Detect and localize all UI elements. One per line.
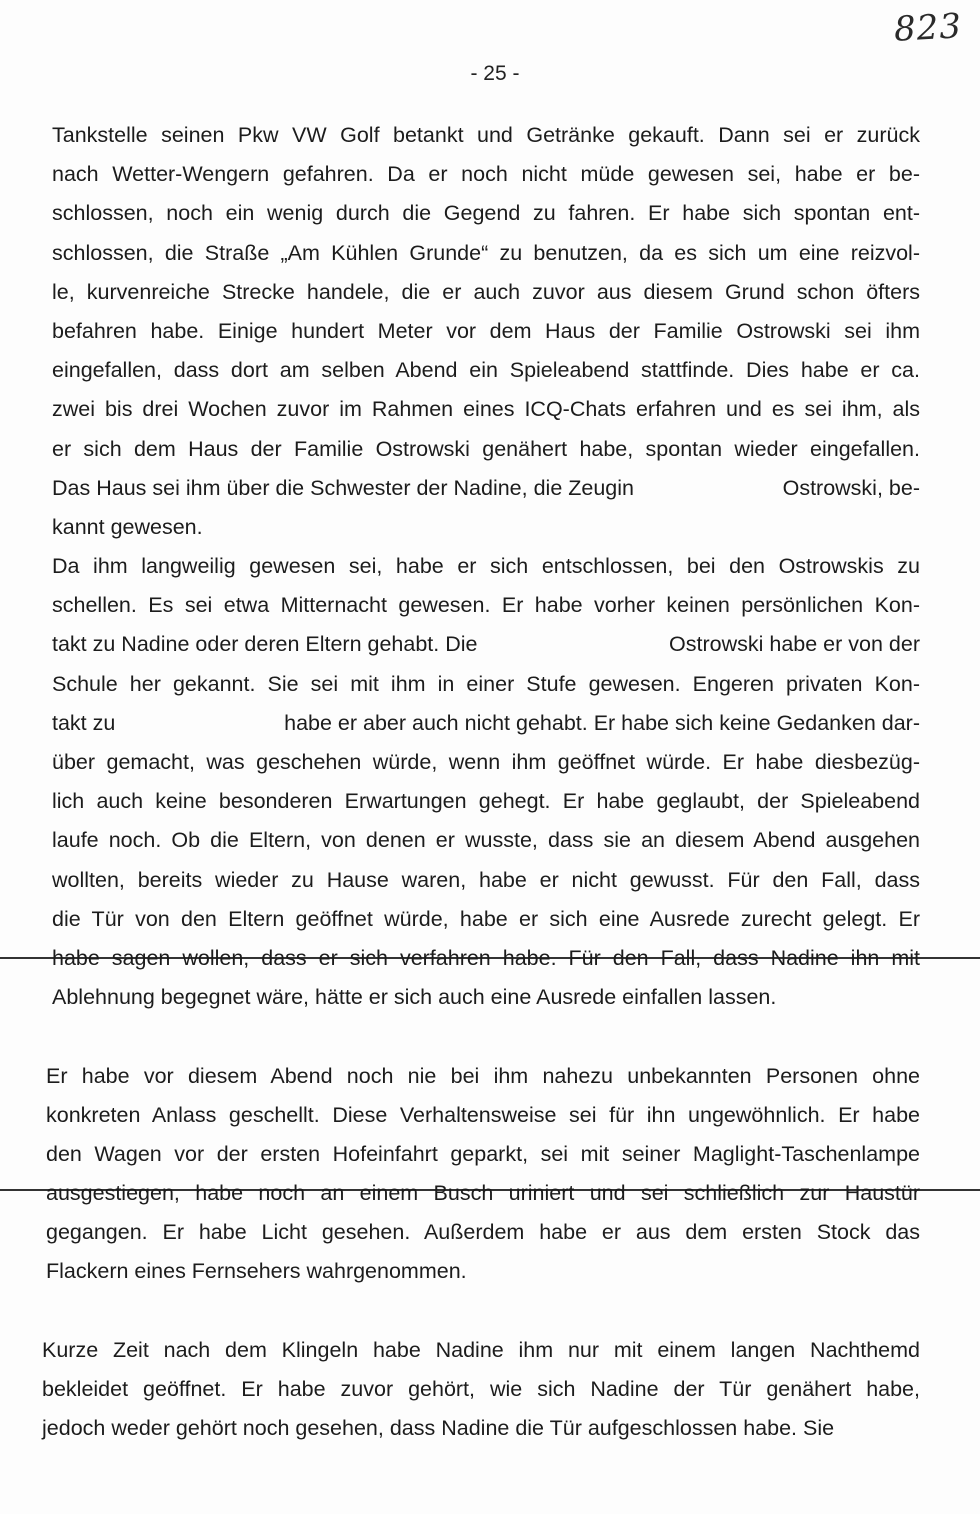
paragraph-gap	[50, 1017, 920, 1056]
document-body	[42, 116, 920, 1448]
redacted-gap	[658, 469, 758, 508]
text-segment: Ostrowski habe er von der	[669, 632, 920, 657]
text-line: Er habe vor diesem Abend noch nie bei ihm nahezu unbekannten Personen ohne	[46, 1063, 920, 1088]
text-line: Da ihm langweilig gewesen sei, habe er sich entschlossen, bei den Ostrowskis zu	[52, 554, 920, 579]
text-segment: Ostrowski, be-	[782, 475, 920, 500]
text-line: befahren habe. Einige hundert Meter vor dem Haus der Familie Ostrowski sei ihm	[52, 318, 920, 343]
text-line: den Wagen vor der ersten Hofeinfahrt geparkt, sei mit seiner Maglight-Taschenlampe	[46, 1141, 920, 1166]
text-line	[52, 469, 920, 508]
text-line: schellen. Es sei etwa Mitternacht gewesen. Er habe vorher keinen persönlichen Kon-	[52, 593, 920, 618]
text-line: gegangen. Er habe Licht gesehen. Außerdem habe er aus dem ersten Stock das	[46, 1220, 920, 1245]
text-line: Tankstelle seinen Pkw VW Golf betankt und Getränke gekauft. Dann sei er zurück	[52, 123, 920, 147]
text-line: über gemacht, was geschehen würde, wenn ihm geöffnet würde. Er habe diesbezüg-	[52, 750, 920, 774]
text-line: habe sagen wollen, dass er sich verfahren habe. Für den Fall, dass Nadine ihn mit	[52, 945, 920, 970]
text-line: jedoch weder gehört noch gesehen, dass Nadine die Tür aufgeschlossen habe. Sie	[42, 1416, 835, 1441]
text-line: ausgestiegen, habe noch an einem Busch uriniert und sei schließlich zur Haustür	[46, 1181, 920, 1206]
paragraph-1	[50, 116, 920, 1017]
text-line: konkreten Anlass geschellt. Diese Verhaltensweise sei für ihn ungewöhnlich. Er habe	[46, 1102, 920, 1127]
redacted-gap	[132, 704, 268, 743]
text-line: bekleidet geöffnet. Er habe zuvor gehört, wie sich Nadine der Tür genähert habe,	[42, 1377, 920, 1401]
text-line: nach Wetter-Wengern gefahren. Da er noch nicht müde gewesen sei, habe er be-	[52, 162, 920, 187]
text-line: die Tür von den Eltern geöffnet würde, habe er sich eine Ausrede zurecht gelegt. Er	[52, 906, 920, 931]
text-line: lich auch keine besonderen Erwartungen gehegt. Er habe geglaubt, der Spieleabend	[52, 789, 920, 814]
text-line: Schule her gekannt. Sie sei mit ihm in einer Stufe gewesen. Engeren privaten Kon-	[52, 671, 920, 696]
paragraph-gap	[50, 1292, 920, 1331]
paragraph-2	[46, 1057, 920, 1292]
text-line: kannt gewesen.	[52, 514, 203, 539]
text-line: Flackern eines Fernsehers wahrgenommen.	[46, 1259, 467, 1284]
text-line: eingefallen, dass dort am selben Abend ein Spieleabend stattfinde. Dies habe er ca.	[52, 358, 920, 383]
text-line: Ablehnung begegnet wäre, hätte er sich auch eine Ausrede einfallen lassen.	[52, 985, 777, 1010]
handwritten-page-stamp: 823	[893, 6, 964, 50]
text-line	[52, 704, 920, 743]
text-line: Kurze Zeit nach dem Klingeln habe Nadine ihm nur mit einem langen Nachthemd	[42, 1337, 920, 1362]
text-line: wollten, bereits wieder zu Hause waren, habe er nicht gewusst. Für den Fall, dass	[52, 867, 920, 892]
paragraph-3	[42, 1331, 920, 1449]
text-line: schlossen, noch ein wenig durch die Gegend zu fahren. Er habe sich spontan ent-	[52, 201, 920, 226]
text-segment: habe er aber auch nicht gehabt. Er habe sich keine Gedanken dar-	[284, 710, 920, 735]
text-segment: Das Haus sei ihm über die Schwester der Nadine, die Zeugin	[52, 475, 634, 500]
text-segment: takt zu	[52, 710, 116, 735]
text-line: le, kurvenreiche Strecke handele, die er auch zuvor aus diesem Grund schon öfters	[52, 279, 920, 304]
redacted-gap	[523, 625, 623, 664]
text-line	[52, 625, 920, 664]
text-line: er sich dem Haus der Familie Ostrowski genähert habe, spontan wieder eingefallen.	[52, 436, 920, 461]
text-segment: takt zu Nadine oder deren Eltern gehabt. Die	[52, 632, 478, 657]
text-line: zwei bis drei Wochen zuvor im Rahmen eines ICQ-Chats erfahren und es sei ihm, als	[52, 397, 920, 422]
text-line: laufe noch. Ob die Eltern, von denen er wusste, dass sie an diesem Abend ausgehen	[52, 828, 920, 853]
page-number: - 25 -	[470, 62, 520, 85]
text-line: schlossen, die Straße „Am Kühlen Grunde“ zu benutzen, da es sich um eine reizvol-	[52, 240, 920, 265]
